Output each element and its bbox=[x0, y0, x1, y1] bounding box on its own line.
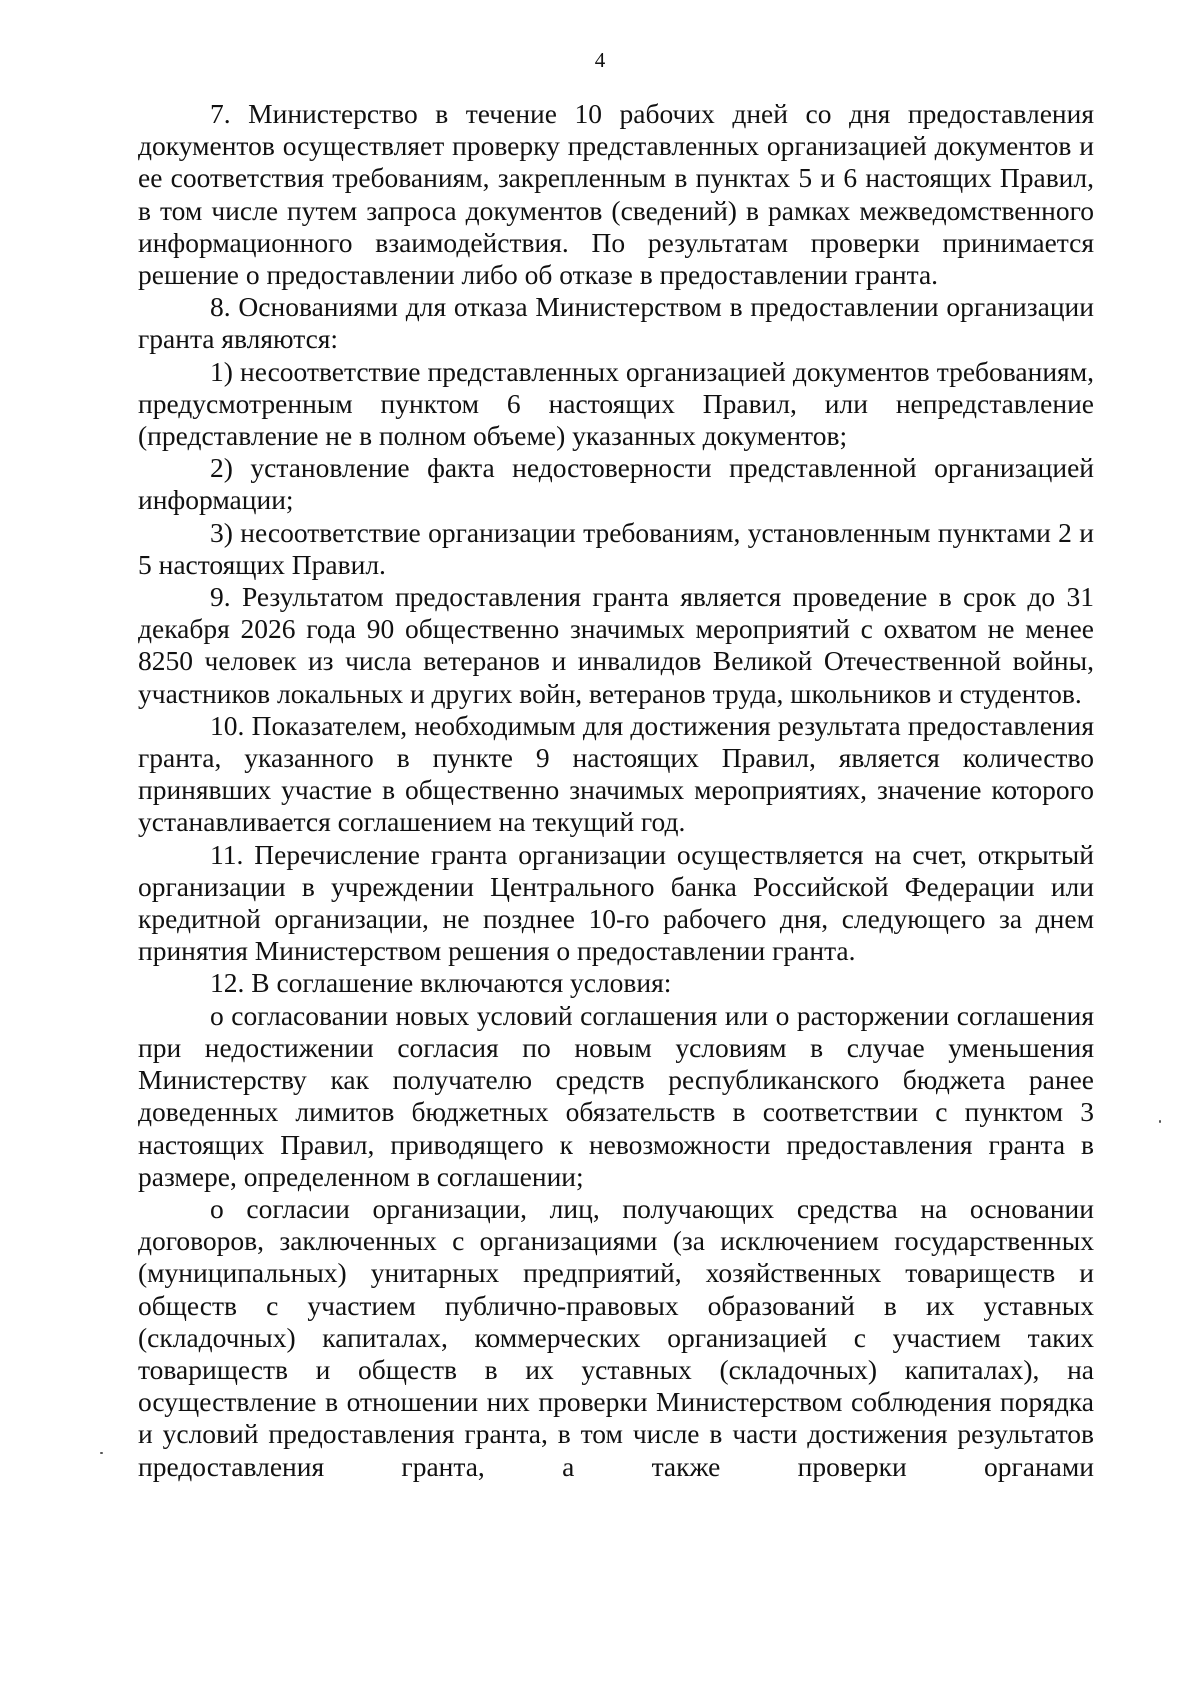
paragraph-12-condition-2: о согласии организации, лиц, получающих средства на основании договоров, заключенных с организациями (за исключением государственных (муниципальных) унитарных предприятий, хозяйственных товариществ и обществ с участием публично-правовых образований в их уставных (складочных) капиталах, коммерческих организацией с участием таких товариществ и обществ в их уставных (складочных) капиталах), на осуществление в отношении них проверки Министерством соблюдения порядка и условий предоставления гранта, в том числе в части достижения результатов предоставления гранта, а также проверки органами bbox=[138, 1192, 1094, 1482]
paragraph-8: 8. Основаниями для отказа Министерством в предоставлении организации гранта являются: bbox=[138, 291, 1094, 355]
paragraph-12-condition-1: о согласовании новых условий соглашения или о расторжении соглашения при недостижении согласия по новым условиям в случае уменьшения Министерству как получателю средств республиканского бюджета ранее доведенных лимитов бюджетных обязательств в соответствии с пунктом 3 настоящих Правил, приводящего к невозможности предоставления гранта в размере, определенном в соглашении; bbox=[138, 999, 1094, 1192]
paragraph-10: 10. Показателем, необходимым для достижения результата предоставления гранта, указанного в пункте 9 настоящих Правил, является количество принявших участие в общественно значимых мероприятиях, значение которого устанавливается соглашением на текущий год. bbox=[138, 709, 1094, 838]
paragraph-12: 12. В соглашение включаются условия: bbox=[210, 967, 672, 999]
paragraph-7: 7. Министерство в течение 10 рабочих дней со дня предоставления документов осуществляет проверку представленных организацией документов и ее соответствия требованиям, закрепленным в пунктах 5 и 6 настоящих Правил, в том числе путем запроса документов (сведений) в рамках межведомственного информационного взаимодействия. По результатам проверки принимается решение о предоставлении либо об отказе в предоставлении гранта. bbox=[138, 98, 1094, 291]
document-body bbox=[138, 98, 1094, 1483]
paragraph-9: 9. Результатом предоставления гранта является проведение в срок до 31 декабря 2026 года 90 общественно значимых мероприятий с охватом не менее 8250 человек из числа ветеранов и инвалидов Великой Отечественной войны, участников локальных и других войн, ветеранов труда, школьников и студентов. bbox=[138, 581, 1094, 709]
page-number: 4 bbox=[594, 48, 606, 72]
scan-speck bbox=[1159, 1120, 1161, 1123]
paragraph-8-item-2: 2) установление факта недостоверности представленной организацией информации; bbox=[138, 452, 1094, 516]
paragraph-11: 11. Перечисление гранта организации осуществляется на счет, открытый организации в учреждении Центрального банка Российской Федерации или кредитной организации, не позднее 10-го рабочего дня, следующего за днем принятия Министерством решения о предоставлении гранта. bbox=[138, 838, 1094, 967]
paragraph-8-item-1: 1) несоответствие представленных организацией документов требованиям, предусмотренным пунктом 6 настоящих Правил, или непредставление (представление не в полном объеме) указанных документов; bbox=[138, 355, 1094, 452]
paragraph-8-item-3: 3) несоответствие организации требованиям, установленным пунктами 2 и 5 настоящих Правил. bbox=[138, 516, 1094, 580]
scan-speck bbox=[100, 1452, 103, 1454]
